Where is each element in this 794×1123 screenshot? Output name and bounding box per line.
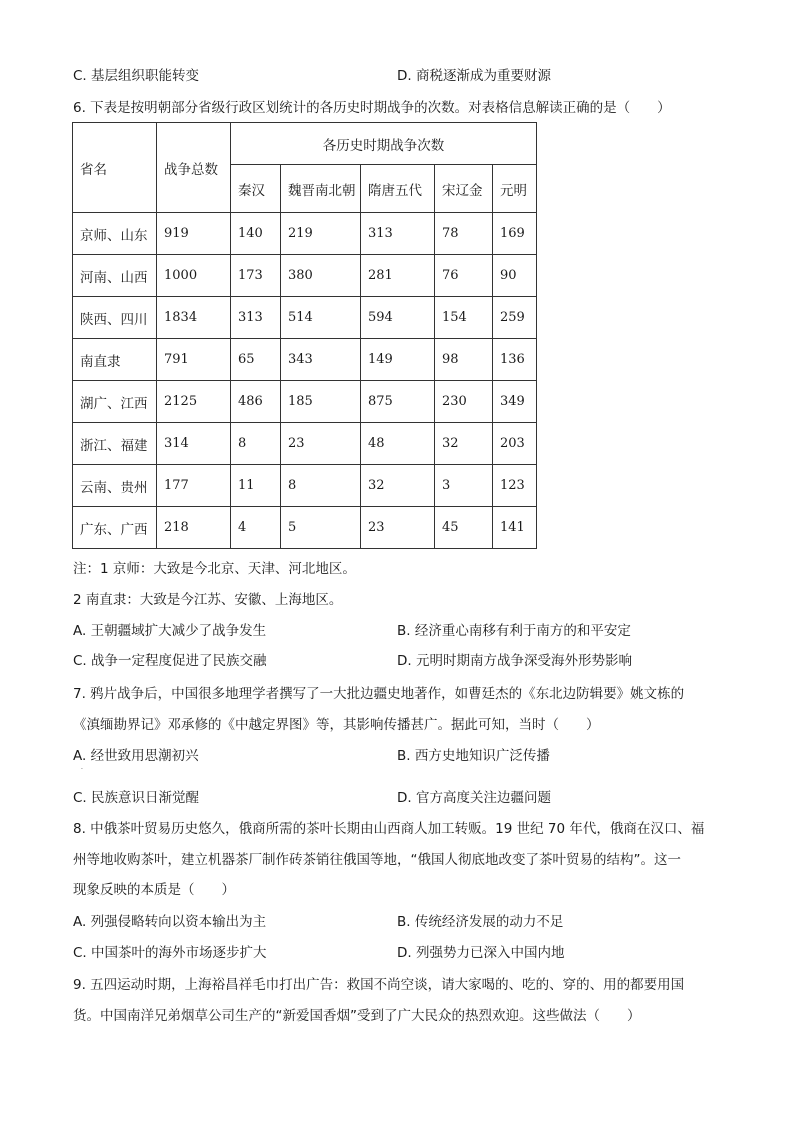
period-count-cell: 48 [361,423,435,465]
province-cell: 陕西、四川 [73,297,157,339]
period-count-cell: 343 [281,339,361,381]
period-count-cell: 349 [493,381,537,423]
period-count-cell: 169 [493,213,537,255]
q6-option-c: C. 战争一定程度促进了民族交融 [73,653,267,669]
period-count-cell: 78 [435,213,493,255]
period-count-cell: 136 [493,339,537,381]
period-count-cell: 98 [435,339,493,381]
province-cell: 浙江、福建 [73,423,157,465]
period-count-cell: 173 [231,255,281,297]
table-note-2: 2 南直隶：大致是今江苏、安徽、上海地区。 [73,592,343,608]
q8-option-a: A. 列强侵略转向以资本输出为主 [73,914,267,930]
header-period: 宋辽金 [435,165,493,213]
table-row [73,507,537,549]
q5-option-d: D. 商税逐渐成为重要财源 [397,68,551,84]
province-cell: 云南、贵州 [73,465,157,507]
period-count-cell: 281 [361,255,435,297]
table-row [73,465,537,507]
table-row [73,423,537,465]
q7-stem-line-2: 《滇缅勘界记》邓承修的《中越定界图》等，其影响传播甚广。据此可知，当时（ ） [73,717,600,733]
q7-option-b: B. 西方史地知识广泛传播 [397,748,550,764]
period-count-cell: 380 [281,255,361,297]
table-row [73,213,537,255]
period-count-cell: 203 [493,423,537,465]
period-count-cell: 23 [361,507,435,549]
q8-option-d: D. 列强势力已深入中国内地 [397,945,565,961]
header-total: 战争总数 [157,123,231,213]
q7-stem-line-1: 7. 鸦片战争后，中国很多地理学者撰写了一大批边疆史地著作，如曹廷杰的《东北边防辑要》姚文栋的 [73,686,685,702]
total-cell: 2125 [157,381,231,423]
header-province: 省名 [73,123,157,213]
total-cell: 177 [157,465,231,507]
q6-option-a: A. 王朝疆域扩大减少了战争发生 [73,623,267,639]
q8-stem-line-1: 8. 中俄茶叶贸易历史悠久，俄商所需的茶叶长期由山西商人加工转贩。19 世纪 70 年代，俄商在汉口、福 [73,821,705,837]
period-count-cell: 8 [231,423,281,465]
province-cell: 广东、广西 [73,507,157,549]
header-period: 魏晋南北朝 [281,165,361,213]
period-count-cell: 23 [281,423,361,465]
period-count-cell: 76 [435,255,493,297]
header-period: 元明 [493,165,537,213]
q8-option-b: B. 传统经济发展的动力不足 [397,914,564,930]
q5-option-c: C. 基层组织职能转变 [73,68,200,84]
period-count-cell: 45 [435,507,493,549]
stray-dot: · [81,766,83,773]
period-count-cell: 3 [435,465,493,507]
q8-stem-line-3: 现象反映的本质是（ ） [73,882,235,898]
period-count-cell: 149 [361,339,435,381]
q8-option-c: C. 中国茶叶的海外市场逐步扩大 [73,945,267,961]
total-cell: 791 [157,339,231,381]
period-count-cell: 185 [281,381,361,423]
period-count-cell: 141 [493,507,537,549]
table-row [73,381,537,423]
q6-option-b: B. 经济重心南移有利于南方的和平安定 [397,623,631,639]
period-count-cell: 5 [281,507,361,549]
q6-option-d: D. 元明时期南方战争深受海外形势影响 [397,653,632,669]
header-period: 隋唐五代 [361,165,435,213]
table-row [73,255,537,297]
total-cell: 919 [157,213,231,255]
period-count-cell: 486 [231,381,281,423]
period-count-cell: 90 [493,255,537,297]
province-cell: 河南、山西 [73,255,157,297]
q7-option-d: D. 官方高度关注边疆问题 [397,790,551,806]
period-count-cell: 123 [493,465,537,507]
period-count-cell: 313 [231,297,281,339]
period-count-cell: 11 [231,465,281,507]
table-note-1: 注：1 京师：大致是今北京、天津、河北地区。 [73,561,356,577]
q7-option-c: C. 民族意识日渐觉醒 [73,790,200,806]
period-count-cell: 313 [361,213,435,255]
total-cell: 1834 [157,297,231,339]
table-row [73,297,537,339]
period-count-cell: 875 [361,381,435,423]
total-cell: 218 [157,507,231,549]
q6-stem: 6. 下表是按明朝部分省级行政区划统计的各历史时期战争的次数。对表格信息解读正确的是（ ） [73,100,671,116]
province-cell: 南直隶 [73,339,157,381]
q9-stem-line-1: 9. 五四运动时期，上海裕昌祥毛巾打出广告：救国不尚空谈，请大家喝的、吃的、穿的、用的都要用国 [73,977,685,993]
header-period: 秦汉 [231,165,281,213]
province-cell: 湖广、江西 [73,381,157,423]
period-count-cell: 140 [231,213,281,255]
total-cell: 314 [157,423,231,465]
war-count-table [72,122,537,549]
period-count-cell: 259 [493,297,537,339]
period-count-cell: 230 [435,381,493,423]
period-count-cell: 65 [231,339,281,381]
header-periods: 各历史时期战争次数 [231,123,537,165]
period-count-cell: 219 [281,213,361,255]
period-count-cell: 32 [361,465,435,507]
period-count-cell: 4 [231,507,281,549]
period-count-cell: 8 [281,465,361,507]
period-count-cell: 514 [281,297,361,339]
period-count-cell: 154 [435,297,493,339]
table-row [73,339,537,381]
total-cell: 1000 [157,255,231,297]
period-count-cell: 32 [435,423,493,465]
q8-stem-line-2: 州等地收购茶叶，建立机器茶厂制作砖茶销往俄国等地，“俄国人彻底地改变了茶叶贸易的结构”。这一 [73,852,681,868]
province-cell: 京师、山东 [73,213,157,255]
q7-option-a: A. 经世致用思潮初兴 [73,748,199,764]
period-count-cell: 594 [361,297,435,339]
q9-stem-line-2: 货。中国南洋兄弟烟草公司生产的“新爱国香烟”受到了广大民众的热烈欢迎。这些做法（ ） [73,1008,641,1024]
